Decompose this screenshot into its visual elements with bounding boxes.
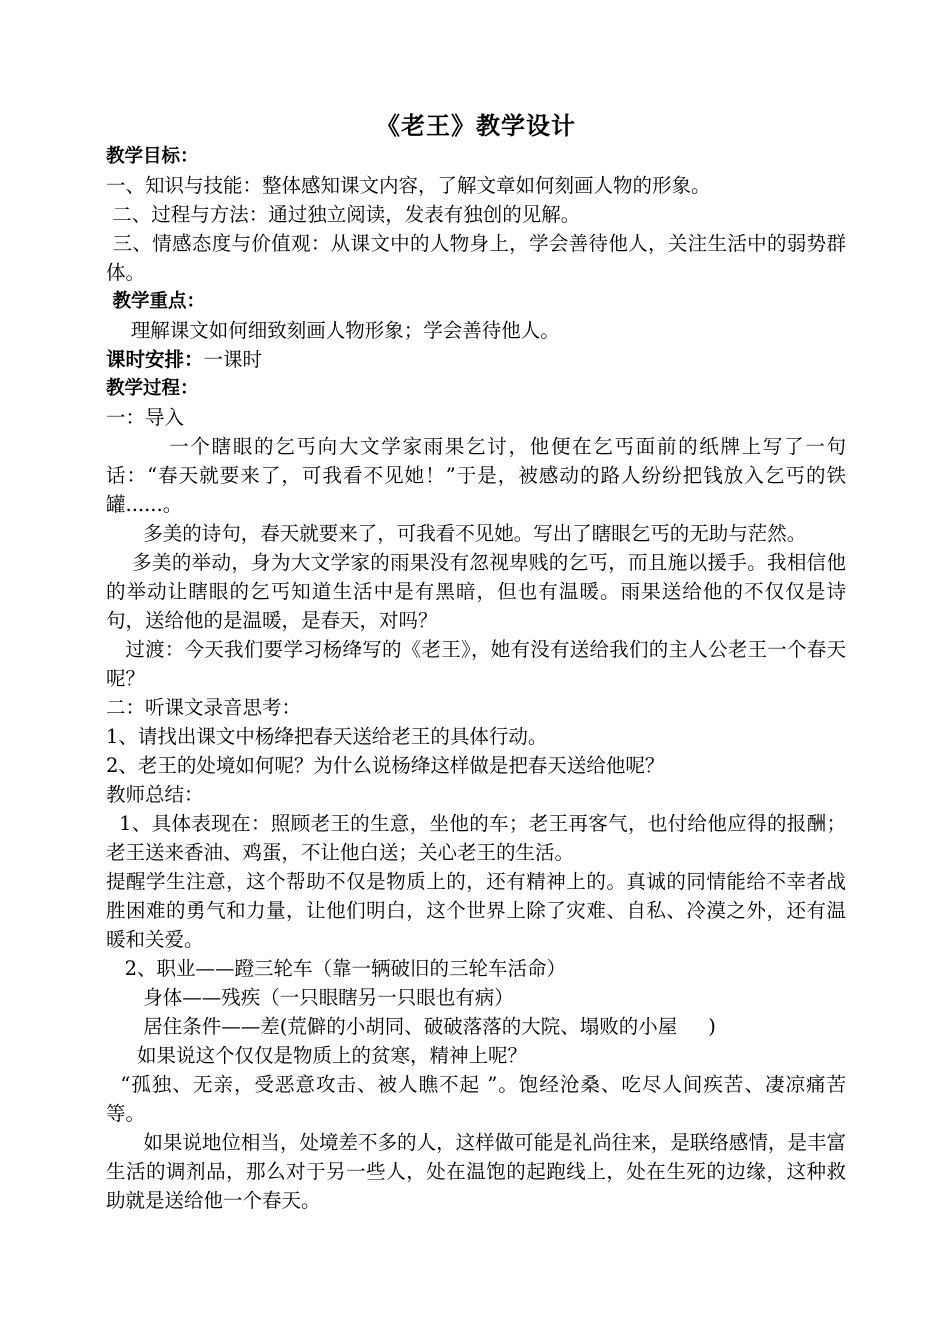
intro-paragraph-1: 一个瞎眼的乞丐向大文学家雨果乞讨，他便在乞丐面前的纸牌上写了一句话：“春天就要来了，可我看不见她！”于是，被感动的路人纷纷把钱放入乞丐的铁罐......。 <box>106 435 846 516</box>
focus-heading: 教学重点： <box>106 291 205 312</box>
summary-body: 身体——残疾（一只眼瞎另一只眼也有病） <box>106 986 514 1009</box>
document-title: 《老王》教学设计 <box>376 112 576 140</box>
schedule-value: 一课时 <box>203 348 263 371</box>
intro-paragraph-3: 多美的举动，身为大文学家的雨果没有忽视卑贱的乞丐，而且施以援手。我相信他的举动让瞎眼的乞丐知道生活中是有黑暗，但也有温暖。雨果送给他的不仅仅是诗句，送给他的是温暖，是春天，对吗？ <box>106 551 846 632</box>
goal-process: 二、过程与方法：通过独立阅读，发表有独创的见解。 <box>106 203 581 226</box>
intro-transition: 过渡：今天我们要学习杨绛写的《老王》，她有没有送给我们的主人公老王一个春天呢？ <box>106 638 846 690</box>
question-2: 2、老王的处境如何呢？为什么说杨绛这样做是把春天送给他呢？ <box>106 754 665 777</box>
goal-emotion: 三、情感态度与价值观：从课文中的人物身上，学会善待他人，关注生活中的弱势群体。 <box>106 232 846 284</box>
summary-point-1: 1、具体表现在：照顾老王的生意，坐他的车；老王再客气，也付给他应得的报酬；老王送来香油、鸡蛋，不让他白送；关心老王的生活。 <box>106 812 846 864</box>
schedule-label: 课时安排： <box>106 348 204 371</box>
intro-paragraph-2: 多美的诗句，春天就要来了，可我看不见她。写出了瞎眼乞丐的无助与茫然。 <box>106 522 807 545</box>
question-1: 1、请找出课文中杨绛把春天送给老王的具体行动。 <box>106 725 548 748</box>
summary-spirit-question: 如果说这个仅仅是物质上的贫寒，精神上呢？ <box>106 1044 528 1067</box>
summary-point-2: 2、职业——蹬三轮车（靠一辆破旧的三轮车活命） <box>106 957 567 980</box>
goal-knowledge: 一、知识与技能：整体感知课文内容，了解文章如何刻画人物的形象。 <box>106 174 711 197</box>
summary-heading: 教师总结： <box>106 783 204 806</box>
summary-living: 居住条件——差(荒僻的小胡同、破破落落的大院、塌败的小屋 ) <box>106 1015 716 1038</box>
process-heading: 教学过程： <box>106 378 199 399</box>
section-intro: 一：导入 <box>106 406 185 429</box>
goals-heading: 教学目标： <box>106 146 199 167</box>
summary-spirit-quote: “孤独、无亲，受恶意攻击、被人瞧不起 ”。饱经沧桑、吃尽人间疾苦、凄凉痛苦等。 <box>106 1073 846 1125</box>
focus-text: 理解课文如何细致刻画人物形象；学会善待他人。 <box>106 319 560 342</box>
document-page <box>106 110 846 1215</box>
section-listen: 二：听课文录音思考： <box>106 696 302 719</box>
summary-conclusion: 如果说地位相当，处境差不多的人，这样做可能是礼尚往来，是联络感情，是丰富生活的调剂品，那么对于另一些人，处在温饱的起跑线上，处在生死的边缘，这种救助就是送给他一个春天。 <box>106 1131 846 1212</box>
summary-reminder: 提醒学生注意，这个帮助不仅是物质上的，还有精神上的。真诚的同情能给不幸者战胜困难的勇气和力量，让他们明白，这个世界上除了灾难、自私、冷漠之外，还有温暖和关爱。 <box>106 870 846 951</box>
schedule-line <box>106 345 846 374</box>
